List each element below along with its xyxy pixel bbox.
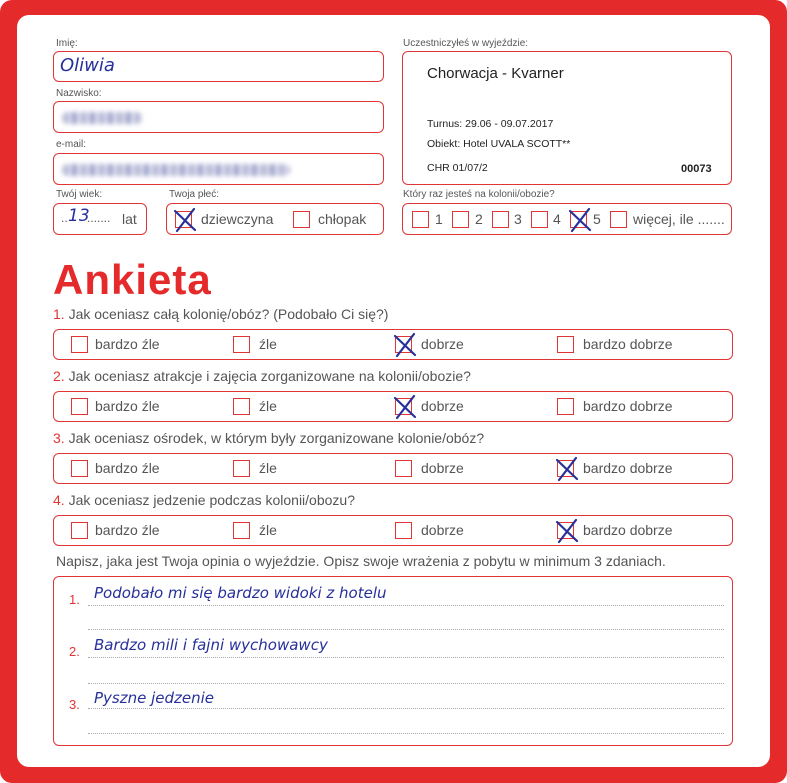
- opinion-text: Pyszne jedzenie: [94, 689, 215, 707]
- question-label: Jak oceniasz jedzenie podczas kolonii/obozu?: [68, 492, 355, 508]
- times-option-label: więcej, ile .......: [633, 211, 725, 227]
- times-option-label: 2: [475, 211, 483, 227]
- age-dots-after: .......: [87, 211, 111, 225]
- rating-checkbox[interactable]: [395, 522, 412, 539]
- rating-option-label: bardzo dobrze: [583, 522, 673, 538]
- question-label: Jak oceniasz atrakcje i zajęcia zorganizowane na kolonii/obozie?: [68, 368, 471, 384]
- age-dots-before: ..: [61, 211, 68, 225]
- rating-checkbox[interactable]: [395, 460, 412, 477]
- trip-title: Chorwacja - Kvarner: [427, 65, 564, 82]
- rating-option-label: bardzo źle: [95, 460, 160, 476]
- rating-option-label: źle: [259, 336, 277, 352]
- gender-option-label: chłopak: [318, 211, 367, 227]
- age-label: Twój wiek:: [56, 189, 103, 200]
- surname-field[interactable]: [53, 101, 384, 133]
- writing-line: [88, 605, 724, 606]
- rating-checkbox[interactable]: [233, 460, 250, 477]
- rating-option-label: dobrze: [421, 398, 464, 414]
- rating-option-label: źle: [259, 460, 277, 476]
- times-checkbox-5[interactable]: [610, 211, 627, 228]
- writing-line: [88, 733, 724, 734]
- writing-line: [88, 708, 724, 709]
- opinion-number: 1.: [69, 592, 80, 607]
- age-field[interactable]: [53, 203, 147, 235]
- gender-checkbox-1[interactable]: [293, 211, 310, 228]
- opinion-text: Podobało mi się bardzo widoki z hotelu: [94, 584, 387, 602]
- rating-option-label: dobrze: [421, 460, 464, 476]
- rating-option-label: bardzo dobrze: [583, 336, 673, 352]
- trip-number: 00073: [681, 163, 712, 175]
- rating-option-label: dobrze: [421, 522, 464, 538]
- times-option-label: 3: [514, 211, 522, 227]
- rating-checkbox[interactable]: [557, 522, 574, 539]
- rating-option-label: źle: [259, 398, 277, 414]
- rating-checkbox[interactable]: [557, 336, 574, 353]
- times-checkbox-0[interactable]: [412, 211, 429, 228]
- opinion-number: 3.: [69, 697, 80, 712]
- trip-label: Uczestniczyłeś w wyjeździe:: [403, 38, 529, 49]
- question-number: 2.: [53, 368, 65, 384]
- times-label: Który raz jesteś na kolonii/obozie?: [403, 189, 555, 200]
- trip-obiekt: Obiekt: Hotel UVALA SCOTT**: [427, 138, 571, 150]
- rating-checkbox[interactable]: [71, 336, 88, 353]
- rating-checkbox[interactable]: [395, 398, 412, 415]
- rating-option-label: bardzo dobrze: [583, 398, 673, 414]
- name-label: Imię:: [56, 38, 78, 49]
- times-checkbox-4[interactable]: [570, 211, 587, 228]
- rating-checkbox[interactable]: [71, 398, 88, 415]
- rating-checkbox[interactable]: [233, 398, 250, 415]
- rating-option-label: bardzo źle: [95, 522, 160, 538]
- rating-checkbox[interactable]: [233, 336, 250, 353]
- writing-line: [88, 683, 724, 684]
- question-number: 1.: [53, 306, 65, 322]
- opinion-number: 2.: [69, 644, 80, 659]
- survey-title: Ankieta: [53, 256, 212, 303]
- rating-option-label: dobrze: [421, 336, 464, 352]
- times-option-label: 4: [553, 211, 561, 227]
- rating-checkbox[interactable]: [557, 460, 574, 477]
- writing-line: [88, 629, 724, 630]
- times-checkbox-1[interactable]: [452, 211, 469, 228]
- rating-checkbox[interactable]: [395, 336, 412, 353]
- name-value: Oliwia: [60, 55, 115, 76]
- rating-option-label: źle: [259, 522, 277, 538]
- rating-option-label: bardzo dobrze: [583, 460, 673, 476]
- question-number: 3.: [53, 430, 65, 446]
- email-field[interactable]: [53, 153, 384, 185]
- trip-code: CHR 01/07/2: [427, 162, 488, 174]
- trip-turnus: Turnus: 29.06 - 09.07.2017: [427, 118, 554, 130]
- question-label: Jak oceniasz całą kolonię/obóz? (Podobało Ci się?): [68, 306, 389, 322]
- question-label: Jak oceniasz ośrodek, w którym były zorganizowane kolonie/obóz?: [68, 430, 485, 446]
- email-blurred: [62, 164, 290, 176]
- gender-option-label: dziewczyna: [201, 211, 274, 227]
- gender-checkbox-0[interactable]: [175, 211, 192, 228]
- rating-checkbox[interactable]: [71, 522, 88, 539]
- rating-option-label: bardzo źle: [95, 336, 160, 352]
- writing-line: [88, 657, 724, 658]
- times-checkbox-2[interactable]: [492, 211, 509, 228]
- gender-label: Twoja płeć:: [169, 189, 220, 200]
- trip-box: [402, 51, 732, 185]
- times-option-label: 1: [435, 211, 443, 227]
- question-text: [53, 306, 388, 322]
- opinion-prompt: Napisz, jaka jest Twoja opinia o wyjeździe. Opisz swoje wrażenia z pobytu w minimum 3 zdaniach.: [56, 553, 666, 569]
- surname-blurred: [62, 112, 142, 124]
- times-option-label: 5: [593, 211, 601, 227]
- name-field[interactable]: [53, 51, 384, 82]
- question-number: 4.: [53, 492, 65, 508]
- rating-checkbox[interactable]: [557, 398, 574, 415]
- surname-label: Nazwisko:: [56, 88, 102, 99]
- age-value: 13: [68, 206, 90, 226]
- rating-option-label: bardzo źle: [95, 398, 160, 414]
- email-label: e-mail:: [56, 139, 87, 150]
- times-checkbox-3[interactable]: [531, 211, 548, 228]
- rating-checkbox[interactable]: [233, 522, 250, 539]
- question-text: [53, 368, 471, 384]
- question-text: [53, 430, 484, 446]
- question-text: [53, 492, 355, 508]
- age-unit: lat: [122, 211, 137, 227]
- rating-checkbox[interactable]: [71, 460, 88, 477]
- opinion-text: Bardzo mili i fajni wychowawcy: [94, 636, 328, 654]
